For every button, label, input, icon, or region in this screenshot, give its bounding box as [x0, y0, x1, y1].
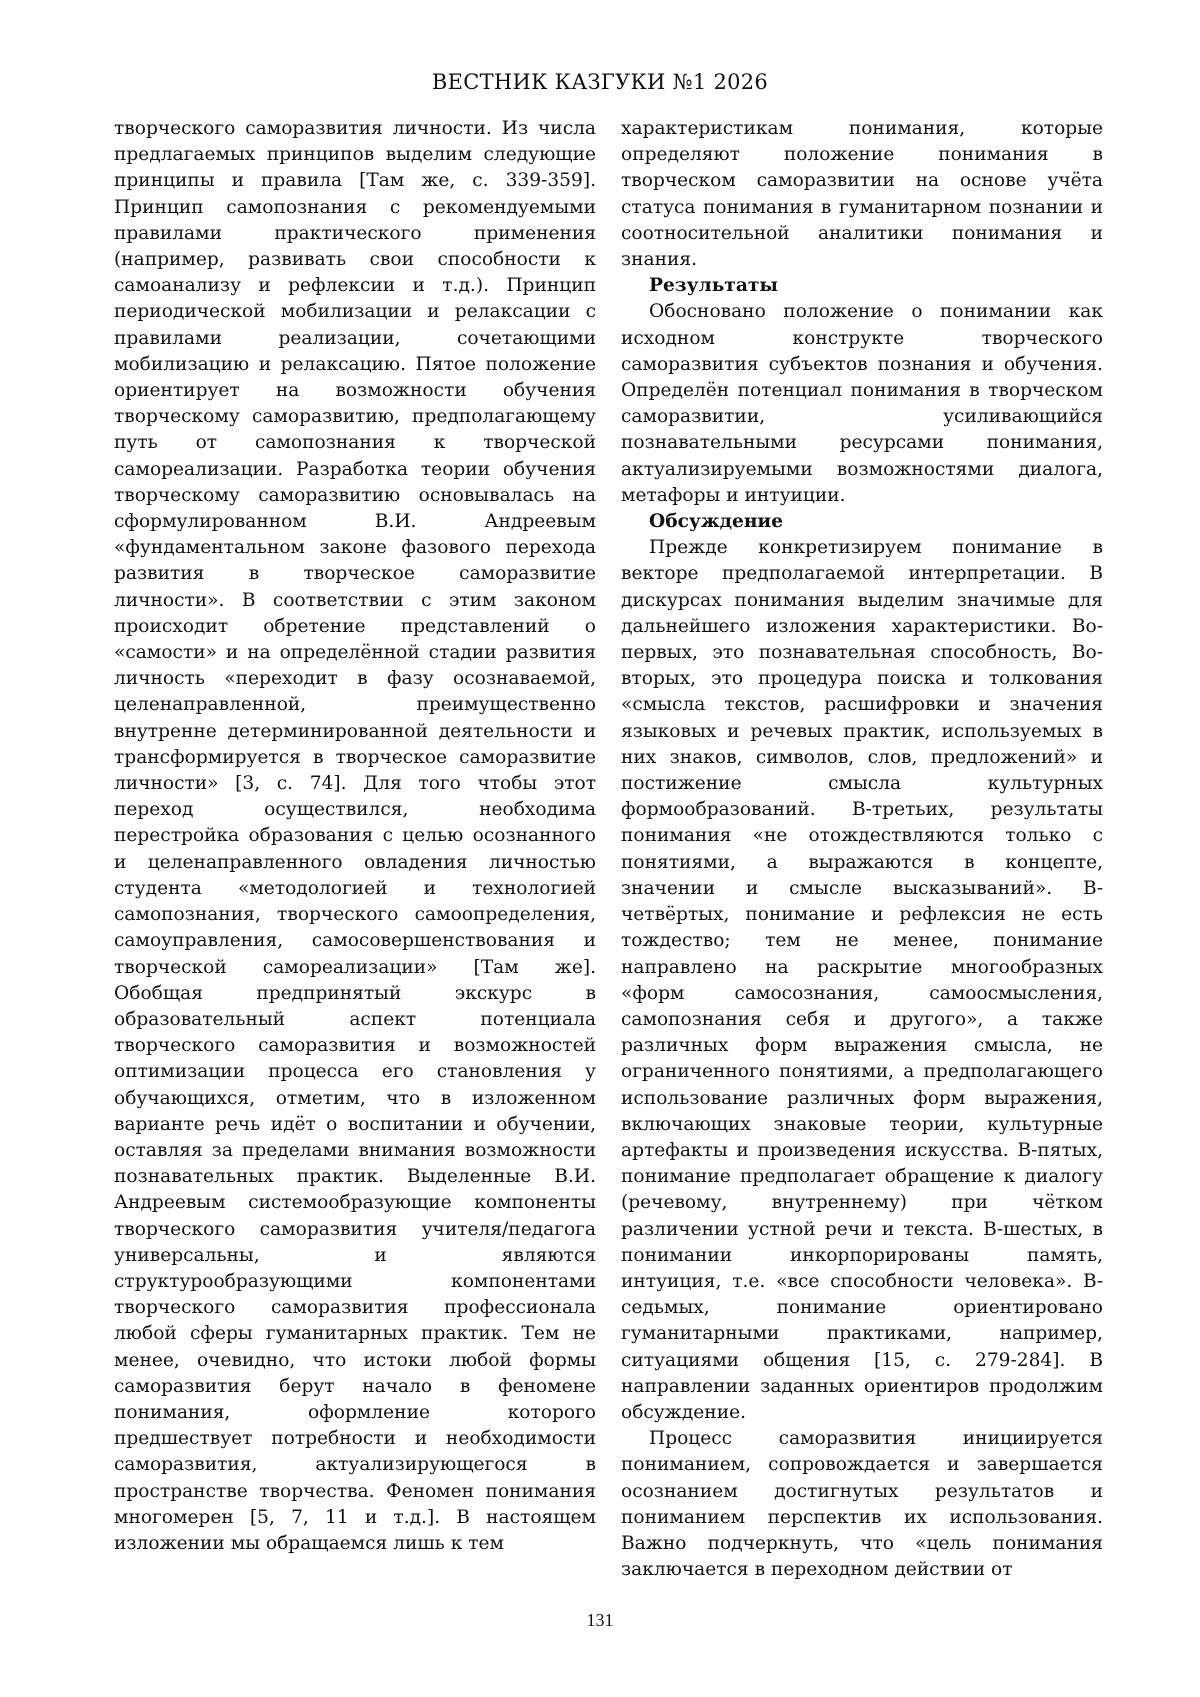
journal-header: ВЕСТНИК КАЗГУКИ №1 2026	[431, 70, 769, 94]
discussion-paragraph-1: Прежде конкретизируем понимание в векторе предполагаемой интерпретации. В дискурсах понимания выделим значимые для дальнейшего изложения характеристики. Во-первых, это познавательная способность, Во-вторых, это процедура поиска и толкования «смысла текстов, расшифровки и значения языковых и речевых практик, используемых в них знаков, символов, слов, предложений» и постижение смысла культурных формообразований. В-третьих, результаты понимания «не отождествляются только с понятиями, а выражаются в концепте, значении и смысле высказываний». В-четвёртых, понимание и рефлексия не есть тождество; тем не менее, понимание направлено на раскрытие многообразных «форм самосознания, самоосмысления, самопознания себя и другого», а также различных форм выражения смысла, не ограниченного понятиями, а предполагающего использование различных форм выражения, включающих знаковые теории, культурные артефакты и произведения искусства. В-пятых, понимание предполагает обращение к диалогу (речевому, внутреннему) при чётком различении устной речи и текста. В-шестых, в понимании инкорпорированы память, интуиция, т.е. «все способности человека». В-седьмых, понимание ориентировано гуманитарными практиками, например, ситуациями общения [15, с. 279-284]. В направлении заданных ориентиров продолжим обсуждение.	[621, 537, 1103, 1423]
left-column	[114, 116, 596, 1557]
discussion-paragraph-2: Процесс саморазвития инициируется пониманием, сопровождается и завершается осознанием достигнутых результатов и пониманием перспектив их использования. Важно подчеркнуть, что «цель понимания заключается в переходном действии от	[621, 1428, 1103, 1581]
section-heading-results: Результаты	[649, 275, 779, 297]
right-column	[621, 116, 1103, 1583]
results-paragraph: Обосновано положение о понимании как исходном конструкте творческого саморазвития субъектов познания и обучения. Определён потенциал понимания в творческом саморазвитии, усиливающийся познавательными ресурсами понимания, актуализируемыми возможностями диалога, метафоры и интуиции.	[621, 301, 1103, 506]
section-heading-discussion: Обсуждение	[649, 511, 784, 533]
left-paragraph-1: творческого саморазвития личности. Из числа предлагаемых принципов выделим следующие принципы и правила [Там же, с. 339-359]. Принцип самопознания с рекомендуемыми правилами практического применения (например, развивать свои способности к самоанализу и рефлексии и т.д.). Принцип периодической мобилизации и релаксации с правилами реализации, сочетающими мобилизацию и релаксацию. Пятое положение ориентирует на возможности обучения творческому саморазвитию, предполагающему путь от самопознания к творческой самореализации. Разработка теории обучения творческому саморазвитию основывалась на сформулированном В.И. Андреевым «фундаментальном законе фазового перехода развития в творческое саморазвитие личности». В соответствии с этим законом происходит обретение представлений о «самости» и на определённой стадии развития личность «переходит в фазу осознаваемой, целенаправленной, преимущественно внутренне детерминированной деятельности и трансформируется в творческое саморазвитие личности» [3, с. 74]. Для того чтобы этот переход осуществился, необходима перестройка образования с целью осознанного и целенаправленного овладения личностью студента «методологией и технологией самопознания, творческого самоопределения, самоуправления, самосовершенствования и творческой самореализации» [Там же]. Обобщая предпринятый экскурс в образовательный аспект потенциала творческого саморазвития и возможностей оптимизации процесса его становления у обучающихся, отметим, что в изложенном варианте речь идёт о воспитании и обучении, оставляя за пределами внимания возможности познавательных практик. Выделенные В.И. Андреевым системообразующие компоненты творческого саморазвития учителя/педагога универсальны, и являются структурообразующими компонентами творческого саморазвития профессионала любой сферы гуманитарных практик. Тем не менее, очевидно, что истоки любой формы саморазвития берут начало в феномене понимания, оформление которого предшествует потребности и необходимости саморазвития, актуализирующегося в пространстве творчества. Феномен понимания многомерен [5, 7, 11 и т.д.]. В настоящем изложении мы обращаемся лишь к тем	[114, 118, 596, 1554]
page-number: 131	[586, 1610, 614, 1630]
right-paragraph-1: характеристикам понимания, которые определяют положение понимания в творческом саморазвитии на основе учёта статуса понимания в гуманитарном познании и соотносительной аналитики понимания и знания.	[621, 118, 1103, 271]
